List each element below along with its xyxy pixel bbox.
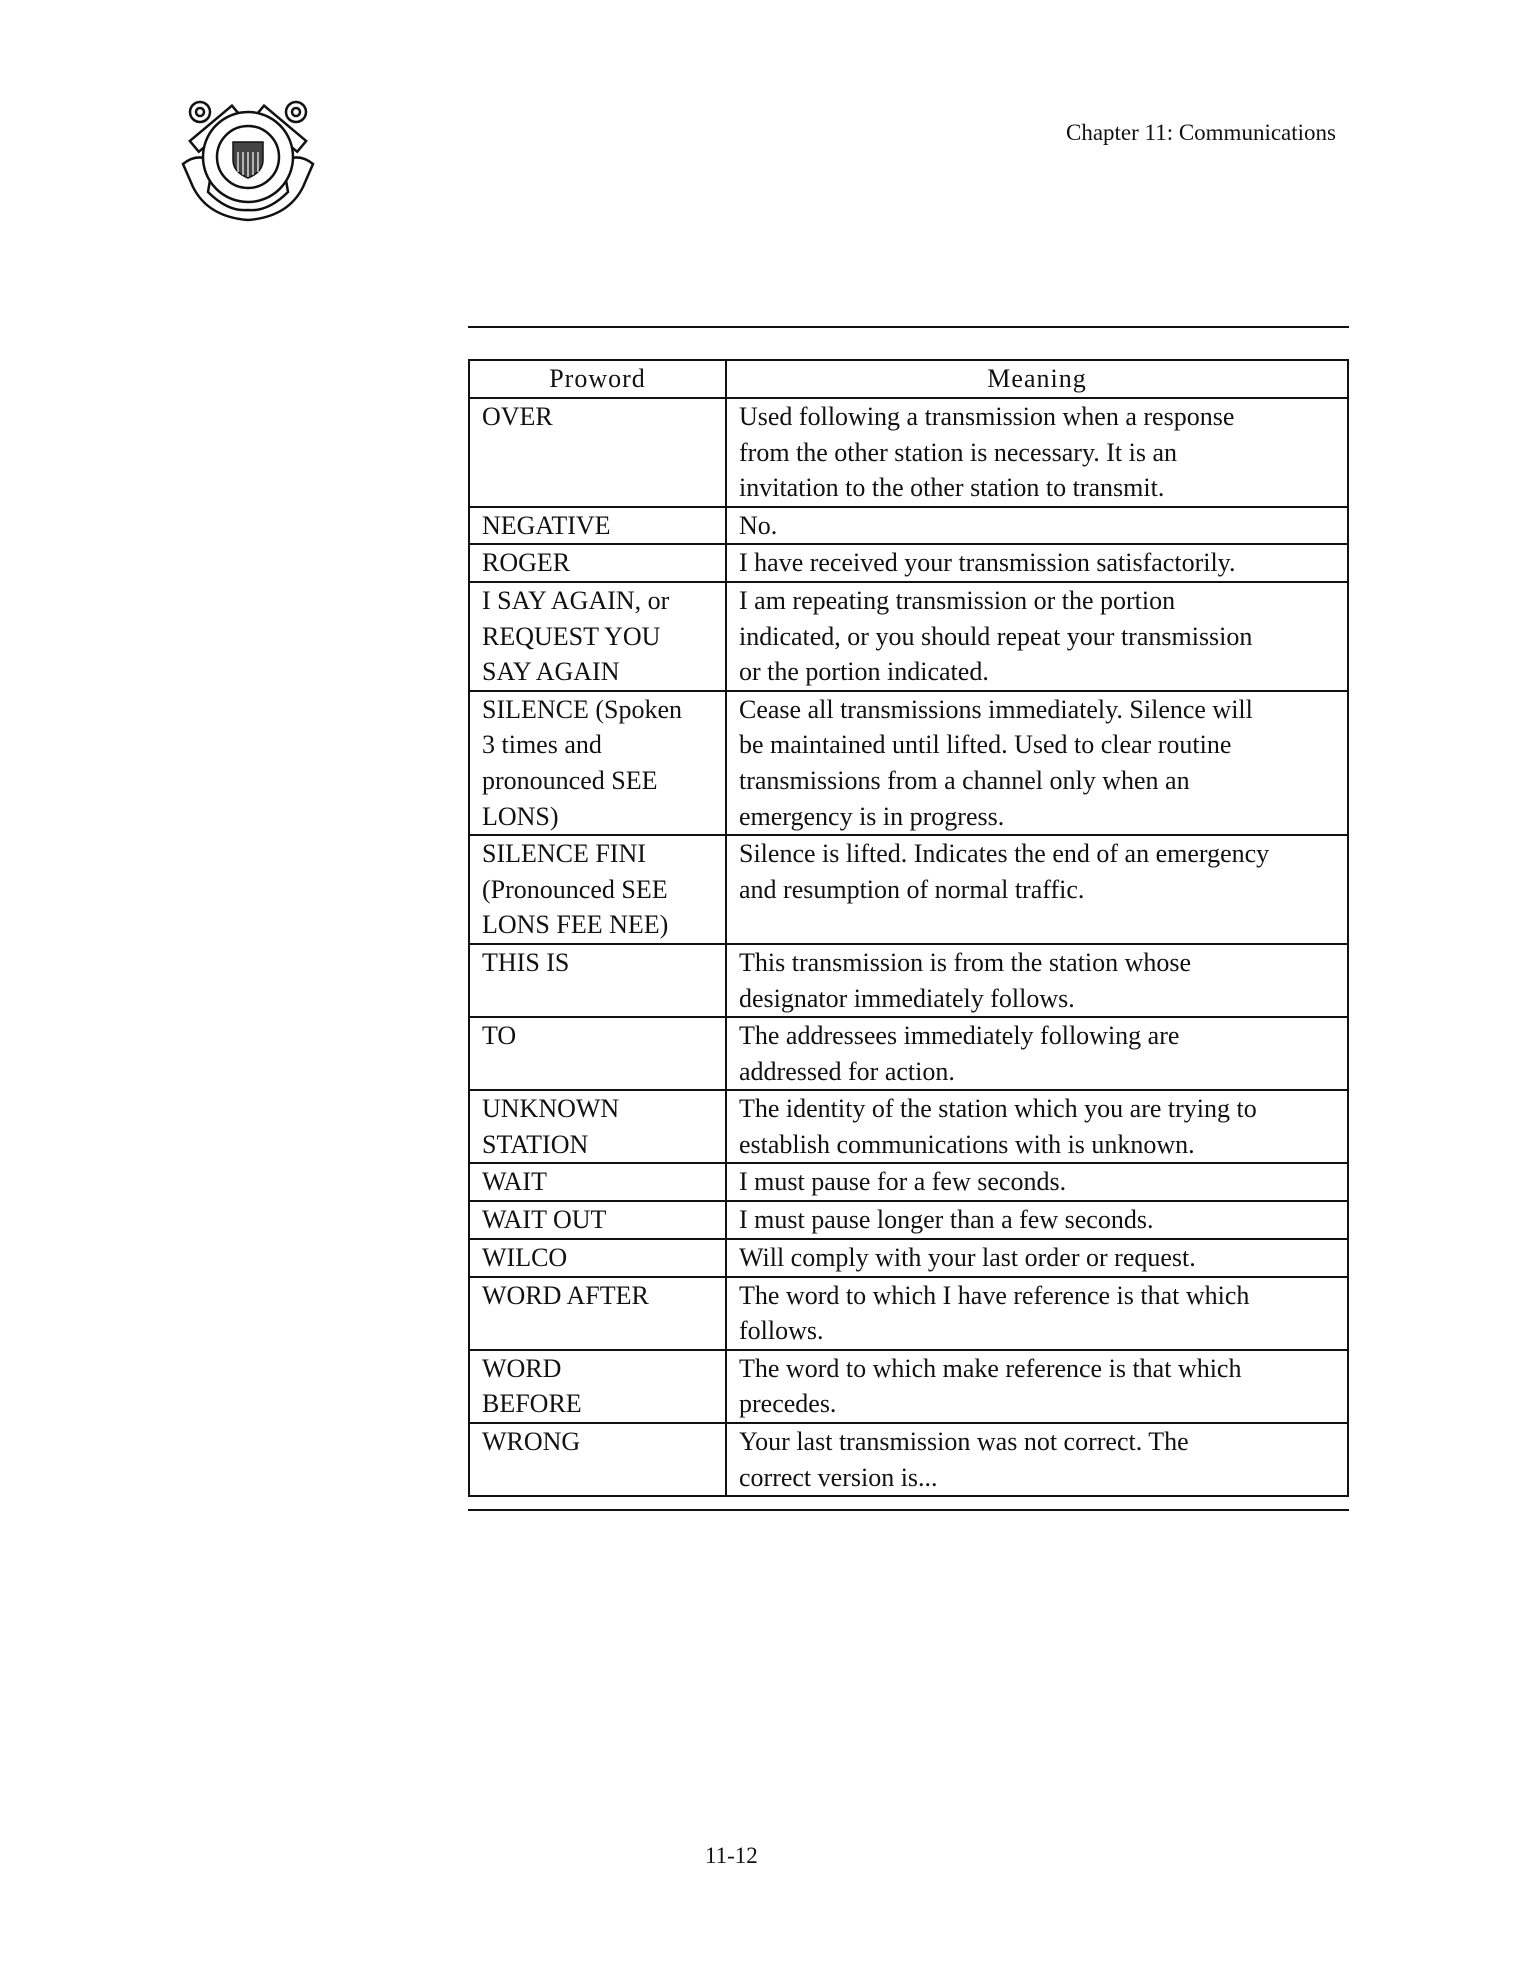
proword-cell: I SAY AGAIN, or REQUEST YOU SAY AGAIN — [469, 582, 726, 691]
proword-table — [468, 359, 1349, 1497]
meaning-cell: The identity of the station which you are trying to establish communications with is unknown. — [726, 1090, 1348, 1163]
proword-cell: SILENCE FINI (Pronounced SEE LONS FEE NEE) — [469, 835, 726, 944]
column-header-meaning: Meaning — [726, 360, 1348, 398]
proword-cell: SILENCE (Spoken 3 times and pronounced SEE LONS) — [469, 691, 726, 835]
chapter-header: Chapter 11: Communications — [1065, 120, 1336, 145]
table-row — [469, 1201, 1348, 1239]
meaning-cell: I must pause for a few seconds. — [726, 1163, 1348, 1201]
table-row — [469, 1090, 1348, 1163]
table-row — [469, 691, 1348, 835]
proword-cell: WAIT — [469, 1163, 726, 1201]
meaning-cell: Cease all transmissions immediately. Silence will be maintained until lifted. Used to clear routine transmissions from a channel only when an emergency is in progress. — [726, 691, 1348, 835]
proword-cell: THIS IS — [469, 944, 726, 1017]
proword-cell: NEGATIVE — [469, 507, 726, 545]
page-number: 11-12 — [705, 1843, 758, 1868]
proword-cell: WILCO — [469, 1239, 726, 1277]
table-row — [469, 1017, 1348, 1090]
proword-cell: UNKNOWN STATION — [469, 1090, 726, 1163]
proword-cell: WORD BEFORE — [469, 1350, 726, 1423]
bottom-rule — [468, 1509, 1349, 1511]
meaning-cell: Your last transmission was not correct. The correct version is... — [726, 1423, 1348, 1496]
proword-cell: WAIT OUT — [469, 1201, 726, 1239]
meaning-cell: I have received your transmission satisfactorily. — [726, 544, 1348, 582]
column-header-proword: Proword — [469, 360, 726, 398]
meaning-cell: The word to which I have reference is that which follows. — [726, 1277, 1348, 1350]
meaning-cell: The addressees immediately following are addressed for action. — [726, 1017, 1348, 1090]
proword-cell: WRONG — [469, 1423, 726, 1496]
meaning-cell: I am repeating transmission or the portion indicated, or you should repeat your transmission or the portion indicated. — [726, 582, 1348, 691]
table-row — [469, 1277, 1348, 1350]
table-row — [469, 1163, 1348, 1201]
proword-cell: TO — [469, 1017, 726, 1090]
table-header-row — [469, 360, 1348, 398]
meaning-cell: No. — [726, 507, 1348, 545]
proword-cell: ROGER — [469, 544, 726, 582]
meaning-cell: This transmission is from the station whose designator immediately follows. — [726, 944, 1348, 1017]
table-row — [469, 398, 1348, 507]
table-row — [469, 1423, 1348, 1496]
table-row — [469, 944, 1348, 1017]
table-row — [469, 507, 1348, 545]
meaning-cell: The word to which make reference is that which precedes. — [726, 1350, 1348, 1423]
table-row — [469, 1350, 1348, 1423]
meaning-cell: Silence is lifted. Indicates the end of an emergency and resumption of normal traffic. — [726, 835, 1348, 944]
meaning-cell: I must pause longer than a few seconds. — [726, 1201, 1348, 1239]
table-row — [469, 835, 1348, 944]
proword-cell: OVER — [469, 398, 726, 507]
meaning-cell: Will comply with your last order or request. — [726, 1239, 1348, 1277]
top-rule — [468, 326, 1349, 328]
table-row — [469, 582, 1348, 691]
table-row — [469, 1239, 1348, 1277]
table-row — [469, 544, 1348, 582]
meaning-cell: Used following a transmission when a response from the other station is necessary. It is an invitation to the other station to transmit. — [726, 398, 1348, 507]
coast-guard-seal-logo — [178, 92, 318, 222]
proword-cell: WORD AFTER — [469, 1277, 726, 1350]
